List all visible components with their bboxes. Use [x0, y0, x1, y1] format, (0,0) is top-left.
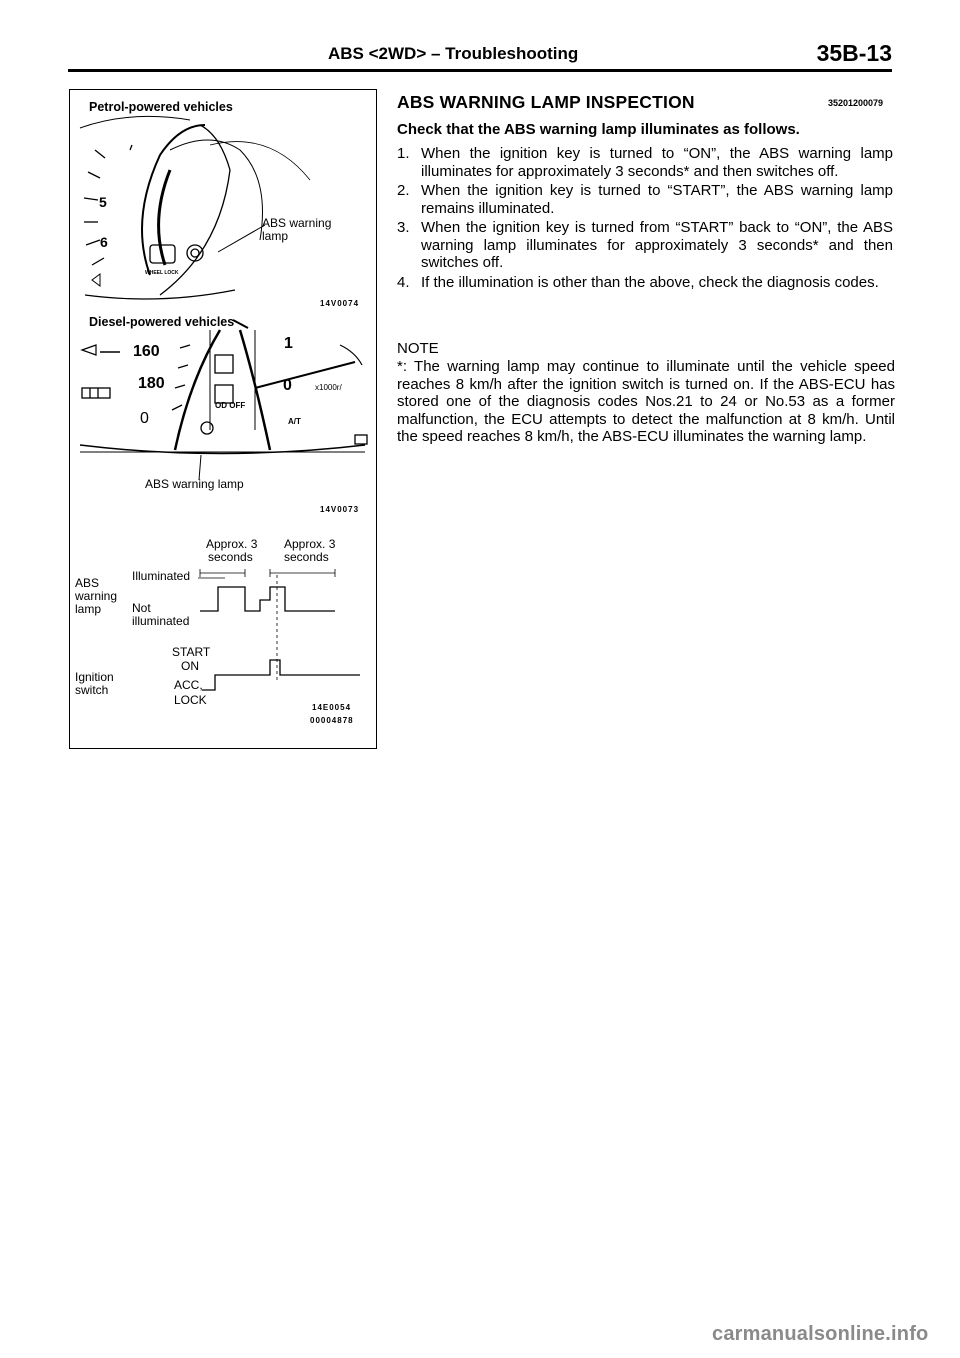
section-intro: Check that the ABS warning lamp illuminates as follows.: [397, 121, 800, 138]
step-text: When the ignition key is turned to “START”, the ABS warning lamp remains illuminated.: [421, 182, 893, 217]
step-number: 4.: [397, 273, 410, 291]
timing-lock: LOCK: [174, 693, 207, 707]
timing-approx-1a: Approx. 3: [206, 537, 258, 551]
section-heading: ABS WARNING LAMP INSPECTION: [397, 92, 695, 112]
step-text: If the illumination is other than the above, check the diagnosis codes.: [421, 273, 879, 291]
diesel-callout: ABS warning lamp: [145, 477, 244, 491]
timing-ignition-1: Ignition: [75, 670, 114, 684]
timing-code-2: 00004878: [310, 716, 354, 725]
diesel-figure-code: 14V0073: [320, 505, 360, 514]
timing-abs-3: lamp: [75, 602, 102, 616]
diesel-at: A/T: [288, 417, 301, 426]
watermark: carmanualsonline.info: [712, 1323, 929, 1345]
header-divider: [68, 69, 892, 72]
page-title: ABS <2WD> – Troubleshooting: [328, 44, 579, 63]
step-item: [397, 145, 893, 180]
step-item: [397, 219, 893, 272]
step-number: 3.: [397, 219, 410, 236]
steps-list: [397, 145, 893, 293]
timing-ignition-2: switch: [75, 683, 109, 697]
petrol-figure-code: 14V0074: [320, 299, 360, 308]
petrol-label: Petrol-powered vehicles: [89, 100, 233, 114]
timing-illuminated: Illuminated: [132, 569, 191, 583]
timing-not-2: illuminated: [132, 614, 190, 628]
timing-on: ON: [181, 659, 199, 673]
diesel-tach-0: 0: [283, 377, 292, 394]
timing-acc: ACC,: [174, 678, 203, 692]
petrol-gauge-5: 5: [99, 194, 107, 210]
timing-abs-1: ABS: [75, 576, 100, 590]
diesel-speed-0: 0: [140, 410, 149, 427]
note-body: *: The warning lamp may continue to illuminate until the vehicle speed reaches 8 km/h after the ignition switch is turned on. If the ABS-ECU has stored one of the diagnosis codes Nos.21 to 24 or No.53 as a former malfunction, the ECU attempts to detect the malfunction at 8 km/h. Until the speed reaches 8 km/h, the ABS-ECU illuminates the warning lamp.: [397, 358, 895, 445]
page-number: 35B-13: [816, 40, 892, 66]
timing-approx-2b: seconds: [284, 550, 329, 564]
note-title: NOTE: [397, 340, 439, 357]
timing-approx-2a: Approx. 3: [284, 537, 336, 551]
diesel-od-off: OD OFF: [215, 401, 246, 410]
timing-approx-1b: seconds: [208, 550, 253, 564]
step-item: [397, 274, 893, 292]
diesel-speed-180: 180: [138, 375, 165, 392]
figure-panel: [69, 89, 377, 749]
petrol-gauge-6: 6: [100, 234, 108, 250]
timing-not-1: Not: [132, 601, 151, 615]
step-text: When the ignition key is turned to “ON”, the ABS warning lamp illuminates for approximately 3 seconds* and then switches off.: [421, 145, 893, 180]
diesel-speed-160: 160: [133, 343, 160, 360]
timing-abs-2: warning: [75, 589, 118, 603]
petrol-callout-2: lamp: [262, 229, 289, 243]
diesel-label: Diesel-powered vehicles: [89, 315, 235, 329]
step-number: 1.: [397, 145, 410, 162]
petrol-callout-1: ABS warning: [262, 216, 332, 230]
section-code: 35201200079: [828, 98, 884, 108]
figure-illustration: [70, 90, 378, 750]
step-item: [397, 182, 893, 217]
timing-start: START: [172, 645, 211, 659]
timing-code-1: 14E0054: [312, 703, 352, 712]
diesel-tach-1: 1: [284, 335, 293, 352]
petrol-wheel-lock: WHEEL LOCK: [145, 270, 179, 276]
diesel-tach-unit: x1000r/: [315, 383, 342, 392]
step-number: 2.: [397, 182, 410, 199]
step-text: When the ignition key is turned from “START” back to “ON”, the ABS warning lamp illuminates for approximately 3 seconds* and then switches off.: [421, 219, 893, 271]
